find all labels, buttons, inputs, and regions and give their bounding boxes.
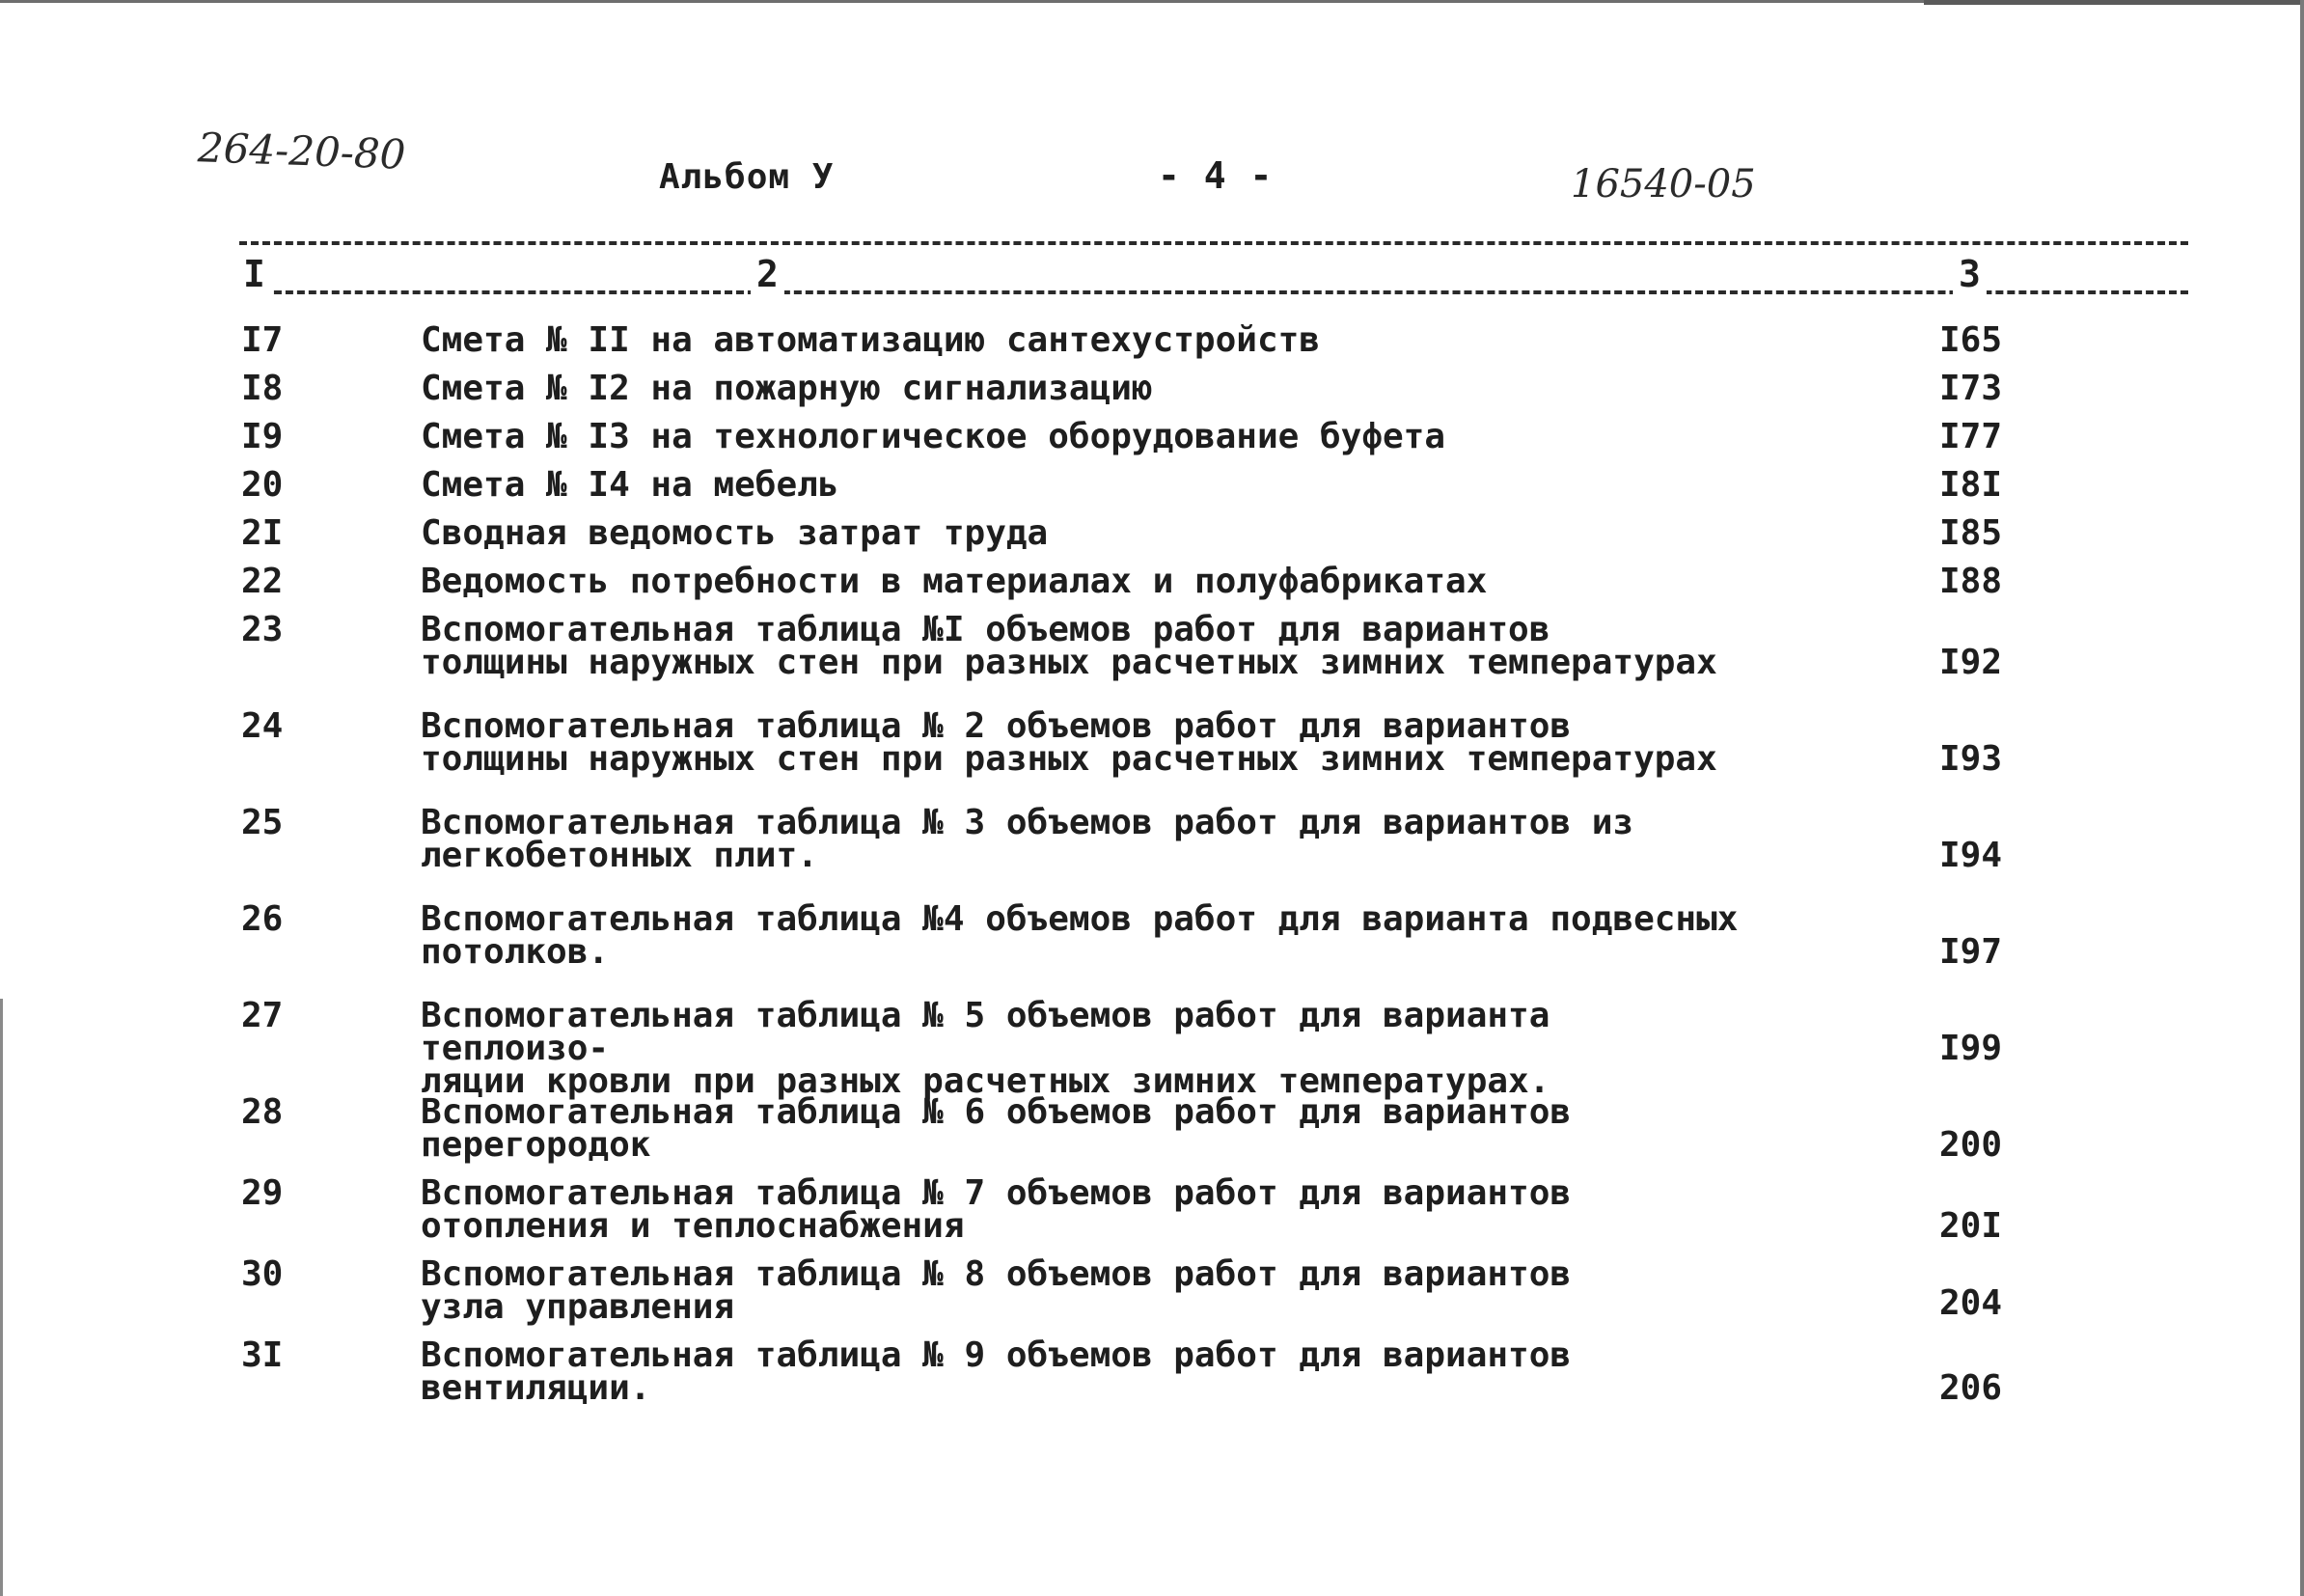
row-title: Смета № I3 на технологическое оборудование буфета [421,417,1446,456]
row-number: 27 [241,996,284,1035]
handwritten-project-code: 16540-05 [1571,162,1756,206]
row-title: Смета № I2 на пожарную сигнализацию [421,369,1153,408]
row-page: I88 [1939,562,2003,601]
row-page: I8I [1939,465,2003,505]
row-number: I7 [241,320,284,360]
row-title: Вспомогательная таблица № 9 объемов работ для вариантов вентиляции. [421,1335,1572,1408]
row-page: I97 [1939,932,2003,972]
row-title: Вспомогательная таблица № 5 объемов работ для варианта теплоизо- ляции кровли при разных расчетных зимних температурах. [421,996,1550,1101]
row-page: 20I [1939,1206,2003,1246]
row-page: 200 [1939,1125,2003,1165]
dashed-rule-top [239,241,2188,245]
row-page: I73 [1939,369,2003,408]
row-number: 2I [241,513,284,553]
scan-edge-top-right [1924,0,2300,5]
row-number: 22 [241,562,284,601]
row-page: 206 [1939,1368,2003,1408]
scan-edge-right [2300,0,2304,1596]
row-number: 20 [241,465,284,505]
row-title: Вспомогательная таблица № 6 объемов работ для вариантов перегородок [421,1092,1572,1165]
column-header-page: 3 [1953,253,1987,295]
row-title: Вспомогательная таблица № 3 объемов работ для вариантов из легкобетонных плит. [421,803,1634,875]
album-title: Альбом У [659,157,835,197]
row-page: I94 [1939,836,2003,875]
row-title: Вспомогательная таблица №4 объемов работ для варианта подвесных потолков. [421,899,1739,972]
row-number: 24 [241,706,284,746]
column-header-number: I [237,253,271,295]
row-number: 28 [241,1092,284,1132]
row-number: 29 [241,1173,284,1213]
handwritten-doc-code: 264-20-80 [197,124,407,179]
row-number: 25 [241,803,284,842]
row-title: Смета № II на автоматизацию сантехустройств [421,320,1320,360]
row-title: Ведомость потребности в материалах и полуфабрикатах [421,562,1488,601]
page-number: - 4 - [1158,154,1274,197]
row-title: Вспомогательная таблица № 2 объемов работ для вариантов толщины наружных стен при разных расчетных зимних температурах [421,706,1717,779]
row-number: I8 [241,369,284,408]
row-page: I99 [1939,1029,2003,1068]
row-number: 23 [241,610,284,649]
row-page: I93 [1939,739,2003,779]
row-page: I77 [1939,417,2003,456]
row-title: Вспомогательная таблица №I объемов работ для вариантов толщины наружных стен при разных расчетных зимних температурах [421,610,1717,682]
row-title: Смета № I4 на мебель [421,465,839,505]
row-number: 26 [241,899,284,939]
row-title: Вспомогательная таблица № 7 объемов работ для вариантов отопления и теплоснабжения [421,1173,1572,1246]
row-number: 30 [241,1254,284,1294]
dashed-rule-bottom [239,290,2188,294]
row-title: Вспомогательная таблица № 8 объемов работ для вариантов узла управления [421,1254,1572,1327]
row-number: I9 [241,417,284,456]
row-title: Сводная ведомость затрат труда [421,513,1049,553]
row-page: I85 [1939,513,2003,553]
scan-edge-left [0,999,3,1596]
row-number: 3I [241,1335,284,1375]
column-header-title: 2 [751,253,784,295]
row-page: I65 [1939,320,2003,360]
row-page: I92 [1939,643,2003,682]
row-page: 204 [1939,1283,2003,1323]
